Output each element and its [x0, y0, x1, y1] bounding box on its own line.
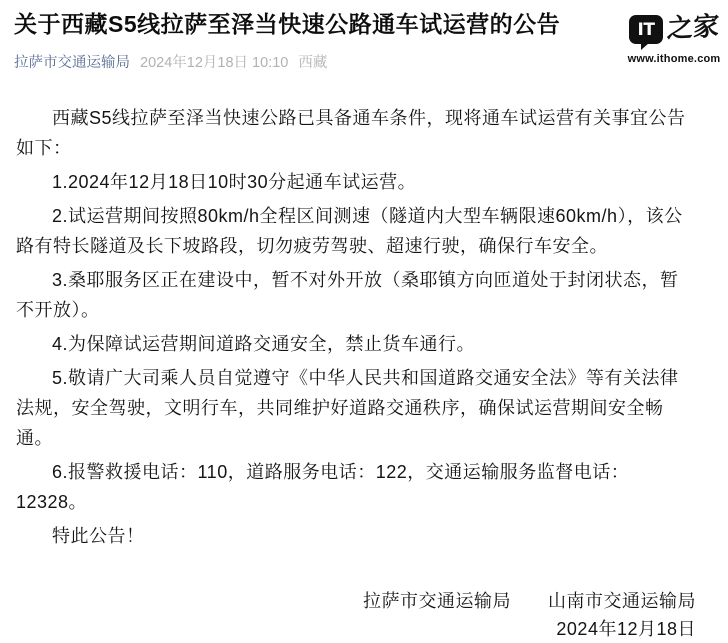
ithome-logo-row [626, 13, 722, 47]
paragraph-closing: 特此公告！ [52, 526, 145, 546]
paragraph-item-3: 3.桑耶服务区正在建设中，暂不对外开放（桑耶镇方向匝道处于封闭状态，暂不开放）。 [16, 270, 679, 320]
ithome-brand-calligraphy: 之家 [666, 11, 720, 45]
article-meta [14, 53, 714, 73]
ithome-speech-bubble-icon: IT [629, 15, 663, 44]
signature-block [16, 587, 696, 643]
signature-agencies: 拉萨市交通运输局 山南市交通运输局 [363, 591, 696, 611]
article-body [0, 103, 728, 643]
account-name-link[interactable]: 拉萨市交通运输局 [14, 55, 130, 71]
ithome-url-text: www.ithome.com [627, 53, 721, 65]
page-title: 关于西藏S5线拉萨至泽当快速公路通车试运营的公告 [14, 11, 561, 37]
ithome-watermark [626, 13, 722, 65]
publish-location: 西藏 [298, 55, 328, 71]
paragraph-item-6: 6.报警救援电话：110，道路服务电话：122，交通运输服务监督电话：12328。 [16, 462, 630, 512]
signature-date: 2024年12月18日 [556, 619, 696, 639]
publish-datetime: 2024年12月18日 10:10 [140, 55, 289, 71]
article-header [0, 0, 728, 73]
paragraph-item-5: 5.敬请广大司乘人员自觉遵守《中华人民共和国道路交通安全法》等有关法律法规，安全驾驶，文明行车，共同维护好道路交通秩序，确保试运营期间安全畅通。 [16, 368, 679, 448]
paragraph-item-1: 1.2024年12月18日10时30分起通车试运营。 [52, 172, 417, 192]
paragraph-intro: 西藏S5线拉萨至泽当快速公路已具备通车条件，现将通车试运营有关事宜公告如下： [16, 108, 686, 158]
paragraph-item-2: 2.试运营期间按照80km/h全程区间测速（隧道内大型车辆限速60km/h），该公路有特长隧道及长下坡路段，切勿疲劳驾驶、超速行驶，确保行车安全。 [16, 206, 683, 256]
paragraph-item-4: 4.为保障试运营期间道路交通安全，禁止货车通行。 [52, 334, 476, 354]
